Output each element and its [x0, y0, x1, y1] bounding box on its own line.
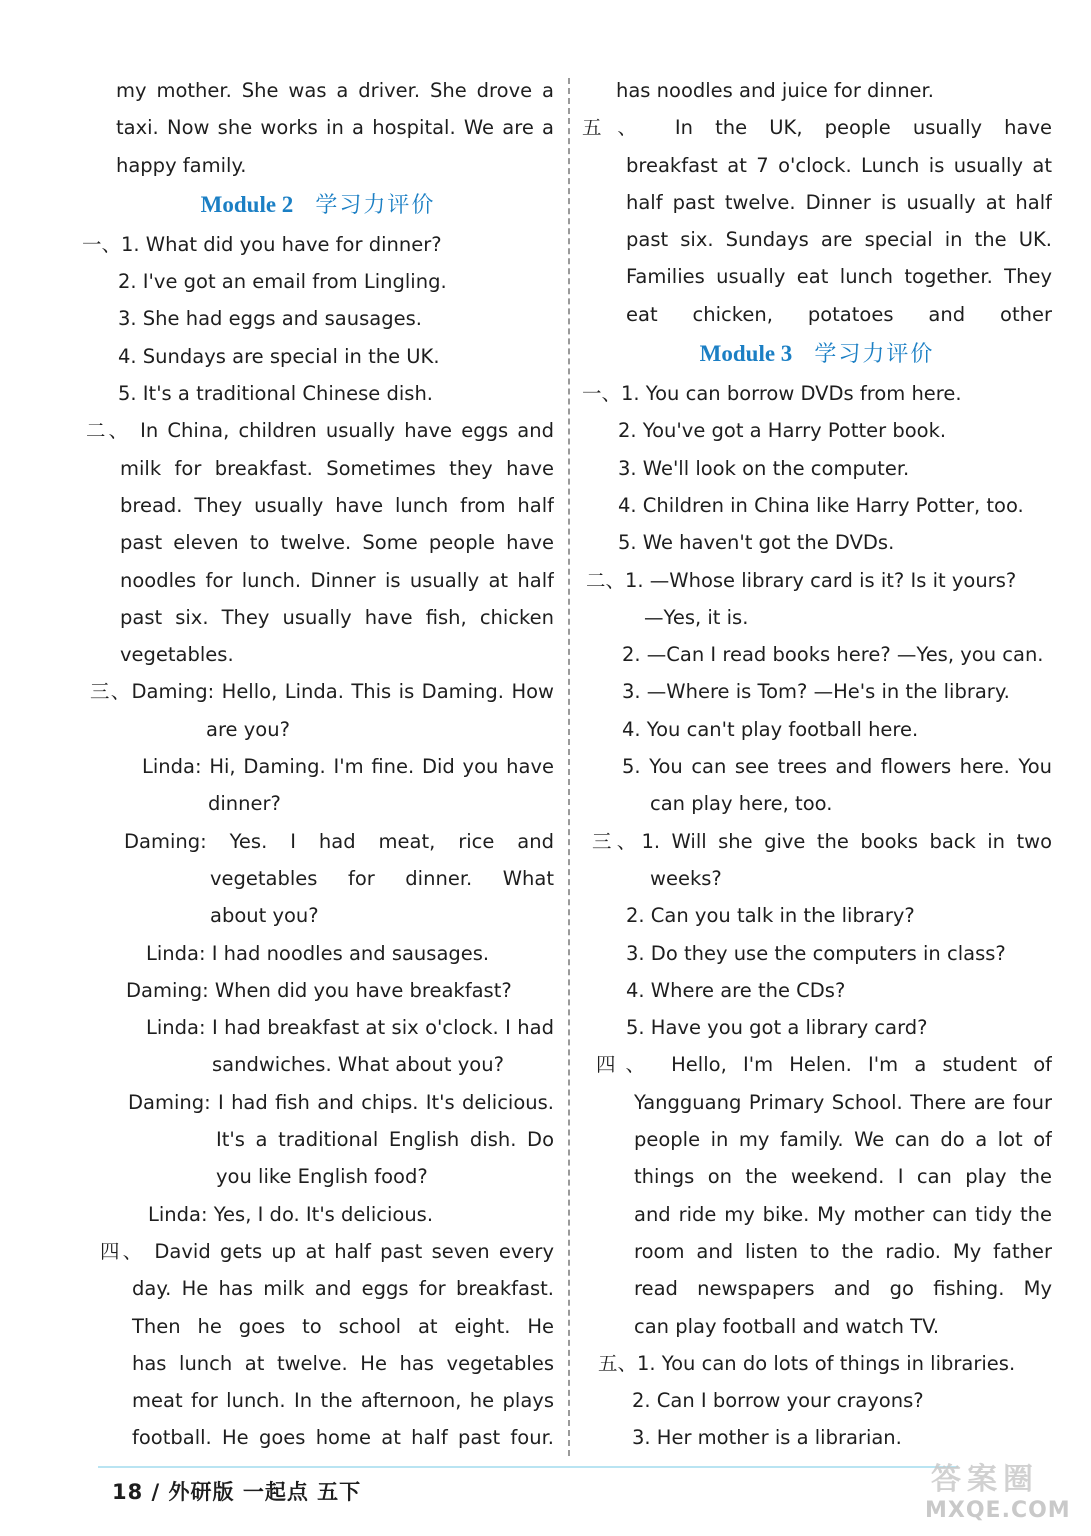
answer-line: meat for lunch. In the afternoon, he plays [132, 1389, 554, 1413]
answer-line: 2. Can I borrow your crayons? [632, 1389, 924, 1413]
answer-line: Daming: When did you have breakfast? [126, 978, 512, 1002]
answer-line: 2. You've got a Harry Potter book. [618, 419, 947, 443]
answer-line: Families usually eat lunch together. They [626, 265, 1052, 289]
column-divider [568, 78, 570, 1456]
answer-line: about you? [210, 904, 319, 928]
right-column [582, 72, 1052, 1457]
answer-line: 4. Where are the CDs? [626, 978, 846, 1002]
answer-line: 五、 In the UK, people usually have [582, 116, 1052, 140]
answer-line: taxi. Now she works in a hospital. We are a [116, 116, 554, 140]
answer-line: 5. It's a traditional Chinese dish. [118, 382, 434, 406]
answer-line: happy family. [116, 153, 247, 177]
answer-line: day. He has milk and eggs for breakfast. [132, 1277, 554, 1301]
answer-line: 一、1. You can borrow DVDs from here. [582, 382, 962, 406]
footer-rule [98, 1466, 958, 1468]
module-heading [82, 184, 554, 226]
answer-line: past eleven to twelve. Some people have [120, 531, 554, 555]
answer-line: 4. Sundays are special in the UK. [118, 344, 440, 368]
answer-line: 3. —Where is Tom? —He's in the library. [622, 680, 1010, 704]
answer-line: 3. Her mother is a librarian. [632, 1426, 902, 1450]
answer-line: people in my family. We can do a lot of [634, 1128, 1052, 1152]
answer-line: Linda: Hi, Daming. I'm fine. Did you have [142, 755, 554, 779]
answer-line: breakfast at 7 o'clock. Lunch is usually at [626, 153, 1052, 177]
answer-line: Then he goes to school at eight. He [132, 1314, 554, 1338]
answer-line: 2. I've got an email from Lingling. [118, 270, 447, 294]
answer-line: 三、Daming: Hello, Linda. This is Daming. How [90, 680, 554, 704]
answer-line: vegetables for dinner. What [210, 866, 554, 890]
answer-line: 3. We'll look on the computer. [618, 456, 910, 480]
answer-line: 五、1. You can do lots of things in libraries. [598, 1351, 1016, 1375]
module-name: Module 2 [200, 191, 294, 217]
answer-line: football. He goes home at half past four. [132, 1426, 554, 1450]
answer-line: Yangguang Primary School. There are four [634, 1090, 1052, 1114]
answer-line: noodles for lunch. Dinner is usually at half [120, 568, 554, 592]
answer-line: Linda: I had noodles and sausages. [146, 941, 490, 965]
answer-line: 4. You can't play football here. [622, 717, 919, 741]
answer-line: 一、1. What did you have for dinner? [82, 232, 442, 256]
answer-line: vegetables. [120, 643, 234, 667]
answer-line: 四、 Hello, I'm Helen. I'm a student of [596, 1053, 1052, 1077]
answer-line: 2. —Can I read books here? —Yes, you can. [622, 643, 1044, 667]
answer-line: 2. Can you talk in the library? [626, 904, 915, 928]
answer-line: 5. We haven't got the DVDs. [618, 531, 895, 555]
answer-line: and ride my bike. My mother can tidy the [634, 1202, 1052, 1226]
answer-line: 5. Have you got a library card? [626, 1016, 928, 1040]
answer-line: dinner? [208, 792, 281, 816]
answer-line: can play here, too. [650, 792, 833, 816]
answer-line: 二、1. —Whose library card is it? Is it yours? [586, 568, 1017, 592]
answer-line: Linda: Yes, I do. It's delicious. [148, 1202, 434, 1226]
answer-line: Linda: I had breakfast at six o'clock. I had [146, 1016, 554, 1040]
answer-line: has lunch at twelve. He has vegetables [132, 1351, 554, 1375]
answer-line: 4. Children in China like Harry Potter, too. [618, 493, 1024, 517]
answer-line: half past twelve. Dinner is usually at half [626, 190, 1052, 214]
answer-line: my mother. She was a driver. She drove a [116, 79, 554, 102]
answer-line: milk for breakfast. Sometimes they have [120, 456, 554, 480]
answer-line: bread. They usually have lunch from half [120, 493, 554, 517]
answer-line: eat chicken, potatoes and other [626, 302, 1052, 326]
answer-line: has noodles and juice for dinner. [616, 79, 934, 102]
footer-page-label: 18 / 外研版 一起点 五下 [112, 1480, 362, 1504]
watermark-logo [923, 1454, 1073, 1530]
left-column [82, 72, 554, 1457]
answer-line: It's a traditional English dish. Do [216, 1128, 554, 1152]
module-title: 学习力评价 [814, 342, 935, 368]
watermark-url: MXQE.COM [925, 1498, 1071, 1523]
answer-line: room and listen to the radio. My father [634, 1239, 1052, 1263]
answer-line: 3. She had eggs and sausages. [118, 307, 422, 331]
answer-line: Daming: I had fish and chips. It's delicious. [128, 1090, 554, 1114]
module-title: 学习力评价 [315, 192, 436, 218]
answer-line: can play football and watch TV. [634, 1314, 940, 1338]
answer-line: sandwiches. What about you? [212, 1053, 504, 1077]
module-heading [582, 333, 1052, 375]
answer-line: weeks? [650, 866, 722, 890]
answer-line: 5. You can see trees and flowers here. You [622, 755, 1052, 779]
answer-line: past six. Sundays are special in the UK. [626, 228, 1052, 252]
answer-line: are you? [206, 717, 290, 741]
module-name: Module 3 [699, 341, 793, 367]
answer-line: 二、 In China, children usually have eggs and [86, 419, 554, 443]
answer-line: you like English food? [216, 1165, 428, 1189]
answer-line: past six. They usually have fish, chicken [120, 605, 554, 629]
answer-line: —Yes, it is. [644, 605, 749, 629]
answer-line: things on the weekend. I can play the [634, 1165, 1052, 1189]
answer-line: read newspapers and go fishing. My [634, 1277, 1052, 1301]
answer-line: 3. Do they use the computers in class? [626, 941, 1006, 965]
answer-line: 四、 David gets up at half past seven every [100, 1239, 554, 1263]
answer-line: 三、1. Will she give the books back in two [592, 829, 1052, 853]
watermark-logo-text: 答案圈 [931, 1462, 1039, 1497]
answer-line: Daming: Yes. I had meat, rice and [124, 829, 554, 853]
